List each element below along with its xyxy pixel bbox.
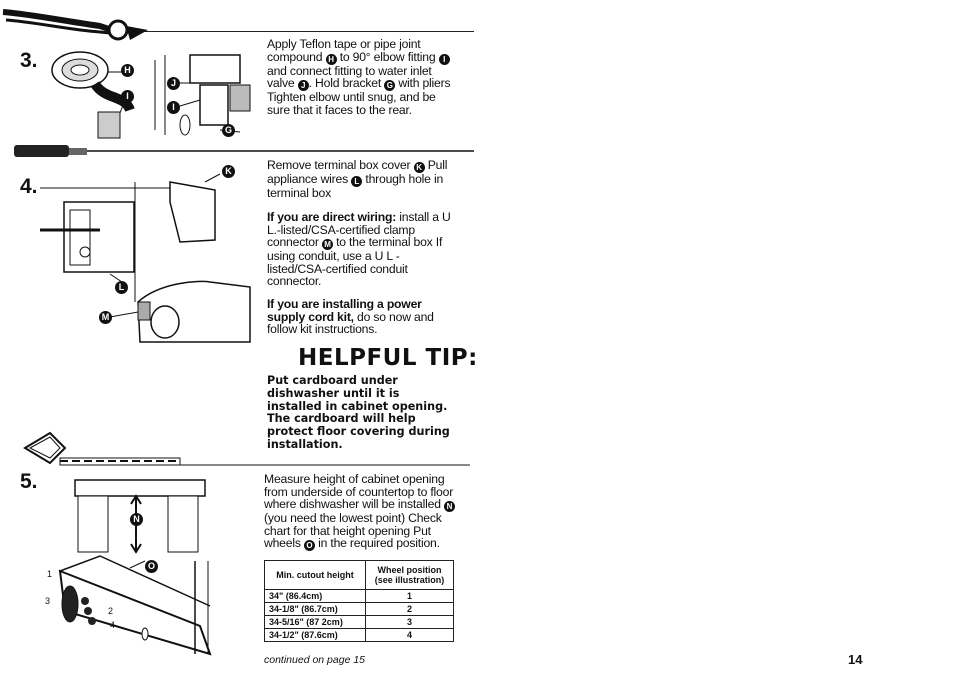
callout-o: O — [145, 560, 158, 573]
text-run: to 90° elbow fitting — [336, 49, 439, 64]
table-row — [265, 629, 454, 642]
text-run: install a U L.-listed/CSA-certified clamp connector — [267, 210, 451, 250]
elbow-fitting-icon — [98, 112, 120, 138]
callout-i-2: I — [167, 101, 180, 114]
step4-p1 — [267, 159, 457, 200]
wheel-position-label: 1 — [47, 569, 53, 579]
table-cell-wheel: 2 — [366, 603, 454, 616]
table-cell-height: 34-5/16" (87 2cm) — [265, 616, 366, 629]
inline-callout: N — [444, 501, 455, 512]
inline-callout: G — [384, 80, 395, 91]
wheel-position-label: 4 — [110, 620, 116, 630]
callout-k: K — [222, 165, 235, 178]
step4-illustration — [40, 162, 260, 352]
continued-note: continued on page 15 — [264, 654, 366, 666]
tape-measure-icon — [20, 428, 470, 473]
table-header-height: Min. cutout height — [265, 561, 366, 590]
wheel-position-table — [264, 560, 454, 642]
table-cell-height: 34-1/2" (87.6cm) — [265, 629, 366, 642]
step3-text — [267, 38, 457, 116]
step4-p2: If you are direct wiring: install a U L.-listed/CSA-certified clamp connector M to the terminal box If using conduit, use a U L -listed/CSA-certified conduit connector. — [267, 210, 451, 289]
text-run: to the terminal box If using conduit, use a U L -listed/CSA-certified conduit connector. — [267, 235, 443, 289]
callout-g: G — [222, 124, 235, 137]
text-run: with pliers Tighten elbow until snug, and be sure that it faces to the rear. — [267, 76, 451, 117]
callout-j: J — [167, 77, 180, 90]
step4-number: 4. — [20, 175, 38, 198]
text-run: Apply Teflon tape or pipe joint compound — [267, 37, 421, 64]
text-run: through hole in terminal box — [267, 172, 444, 200]
table-header-wheel: Wheel position (see illustration) — [366, 561, 454, 590]
step5-number: 5. — [20, 470, 38, 493]
tip-title: HELPFUL TIP: — [298, 345, 478, 371]
tip-body: Put cardboard under dishwasher until it is installed in cabinet opening. The cardboard will help protect floor covering during installation. — [267, 374, 450, 451]
step3-illustration — [40, 40, 270, 150]
table-cell-height: 34" (86.4cm) — [265, 590, 366, 603]
clamp-connector-icon — [138, 302, 150, 320]
table-row — [265, 590, 454, 603]
step3-number: 3. — [20, 49, 38, 72]
text-run: Measure height of cabinet opening from underside of countertop to floor where dishwasher will be installed — [264, 472, 454, 512]
inline-callout: O — [304, 540, 315, 551]
text-run: in the required position. — [314, 536, 440, 551]
step5-illustration — [40, 476, 220, 656]
inline-callout: K — [414, 162, 425, 173]
wheel-position-label: 3 — [45, 596, 51, 606]
inline-callout: M — [322, 239, 333, 250]
callout-m: M — [99, 311, 112, 324]
inline-callout: J — [298, 80, 309, 91]
table-cell-height: 34-1/8" (86.7cm) — [265, 603, 366, 616]
callout-n: N — [130, 513, 143, 526]
wheel-position-label: 2 — [108, 606, 114, 616]
callout-l: L — [115, 281, 128, 294]
table-header-row — [265, 561, 454, 590]
terminal-box-cover-icon — [170, 182, 215, 242]
page-number: 14 — [848, 652, 863, 667]
table-cell-wheel: 4 — [366, 629, 454, 642]
step5-text — [264, 473, 456, 551]
step4-p3: If you are installing a power supply cord kit, do so now and follow kit instructions. — [267, 297, 434, 337]
text-run: (you need the lowest point) Check chart for that height opening Put wheels — [264, 511, 442, 551]
wheel-icon — [62, 586, 78, 622]
callout-i: I — [121, 90, 134, 103]
text-run: and connect fitting to water inlet valve — [267, 63, 432, 91]
inline-callout: L — [351, 176, 362, 187]
table-row — [265, 616, 454, 629]
text-run: . Hold bracket — [308, 76, 385, 91]
step3-top-rule — [128, 31, 474, 32]
callout-h: H — [121, 64, 134, 77]
text-run: Pull appliance wires — [267, 158, 448, 186]
table-cell-wheel: 1 — [366, 590, 454, 603]
table-row — [265, 603, 454, 616]
inline-callout: I — [439, 54, 450, 65]
inline-callout: H — [326, 54, 337, 65]
text-run: Remove terminal box cover — [267, 158, 414, 172]
table-cell-wheel: 3 — [366, 616, 454, 629]
water-inlet-valve-icon — [190, 55, 240, 83]
